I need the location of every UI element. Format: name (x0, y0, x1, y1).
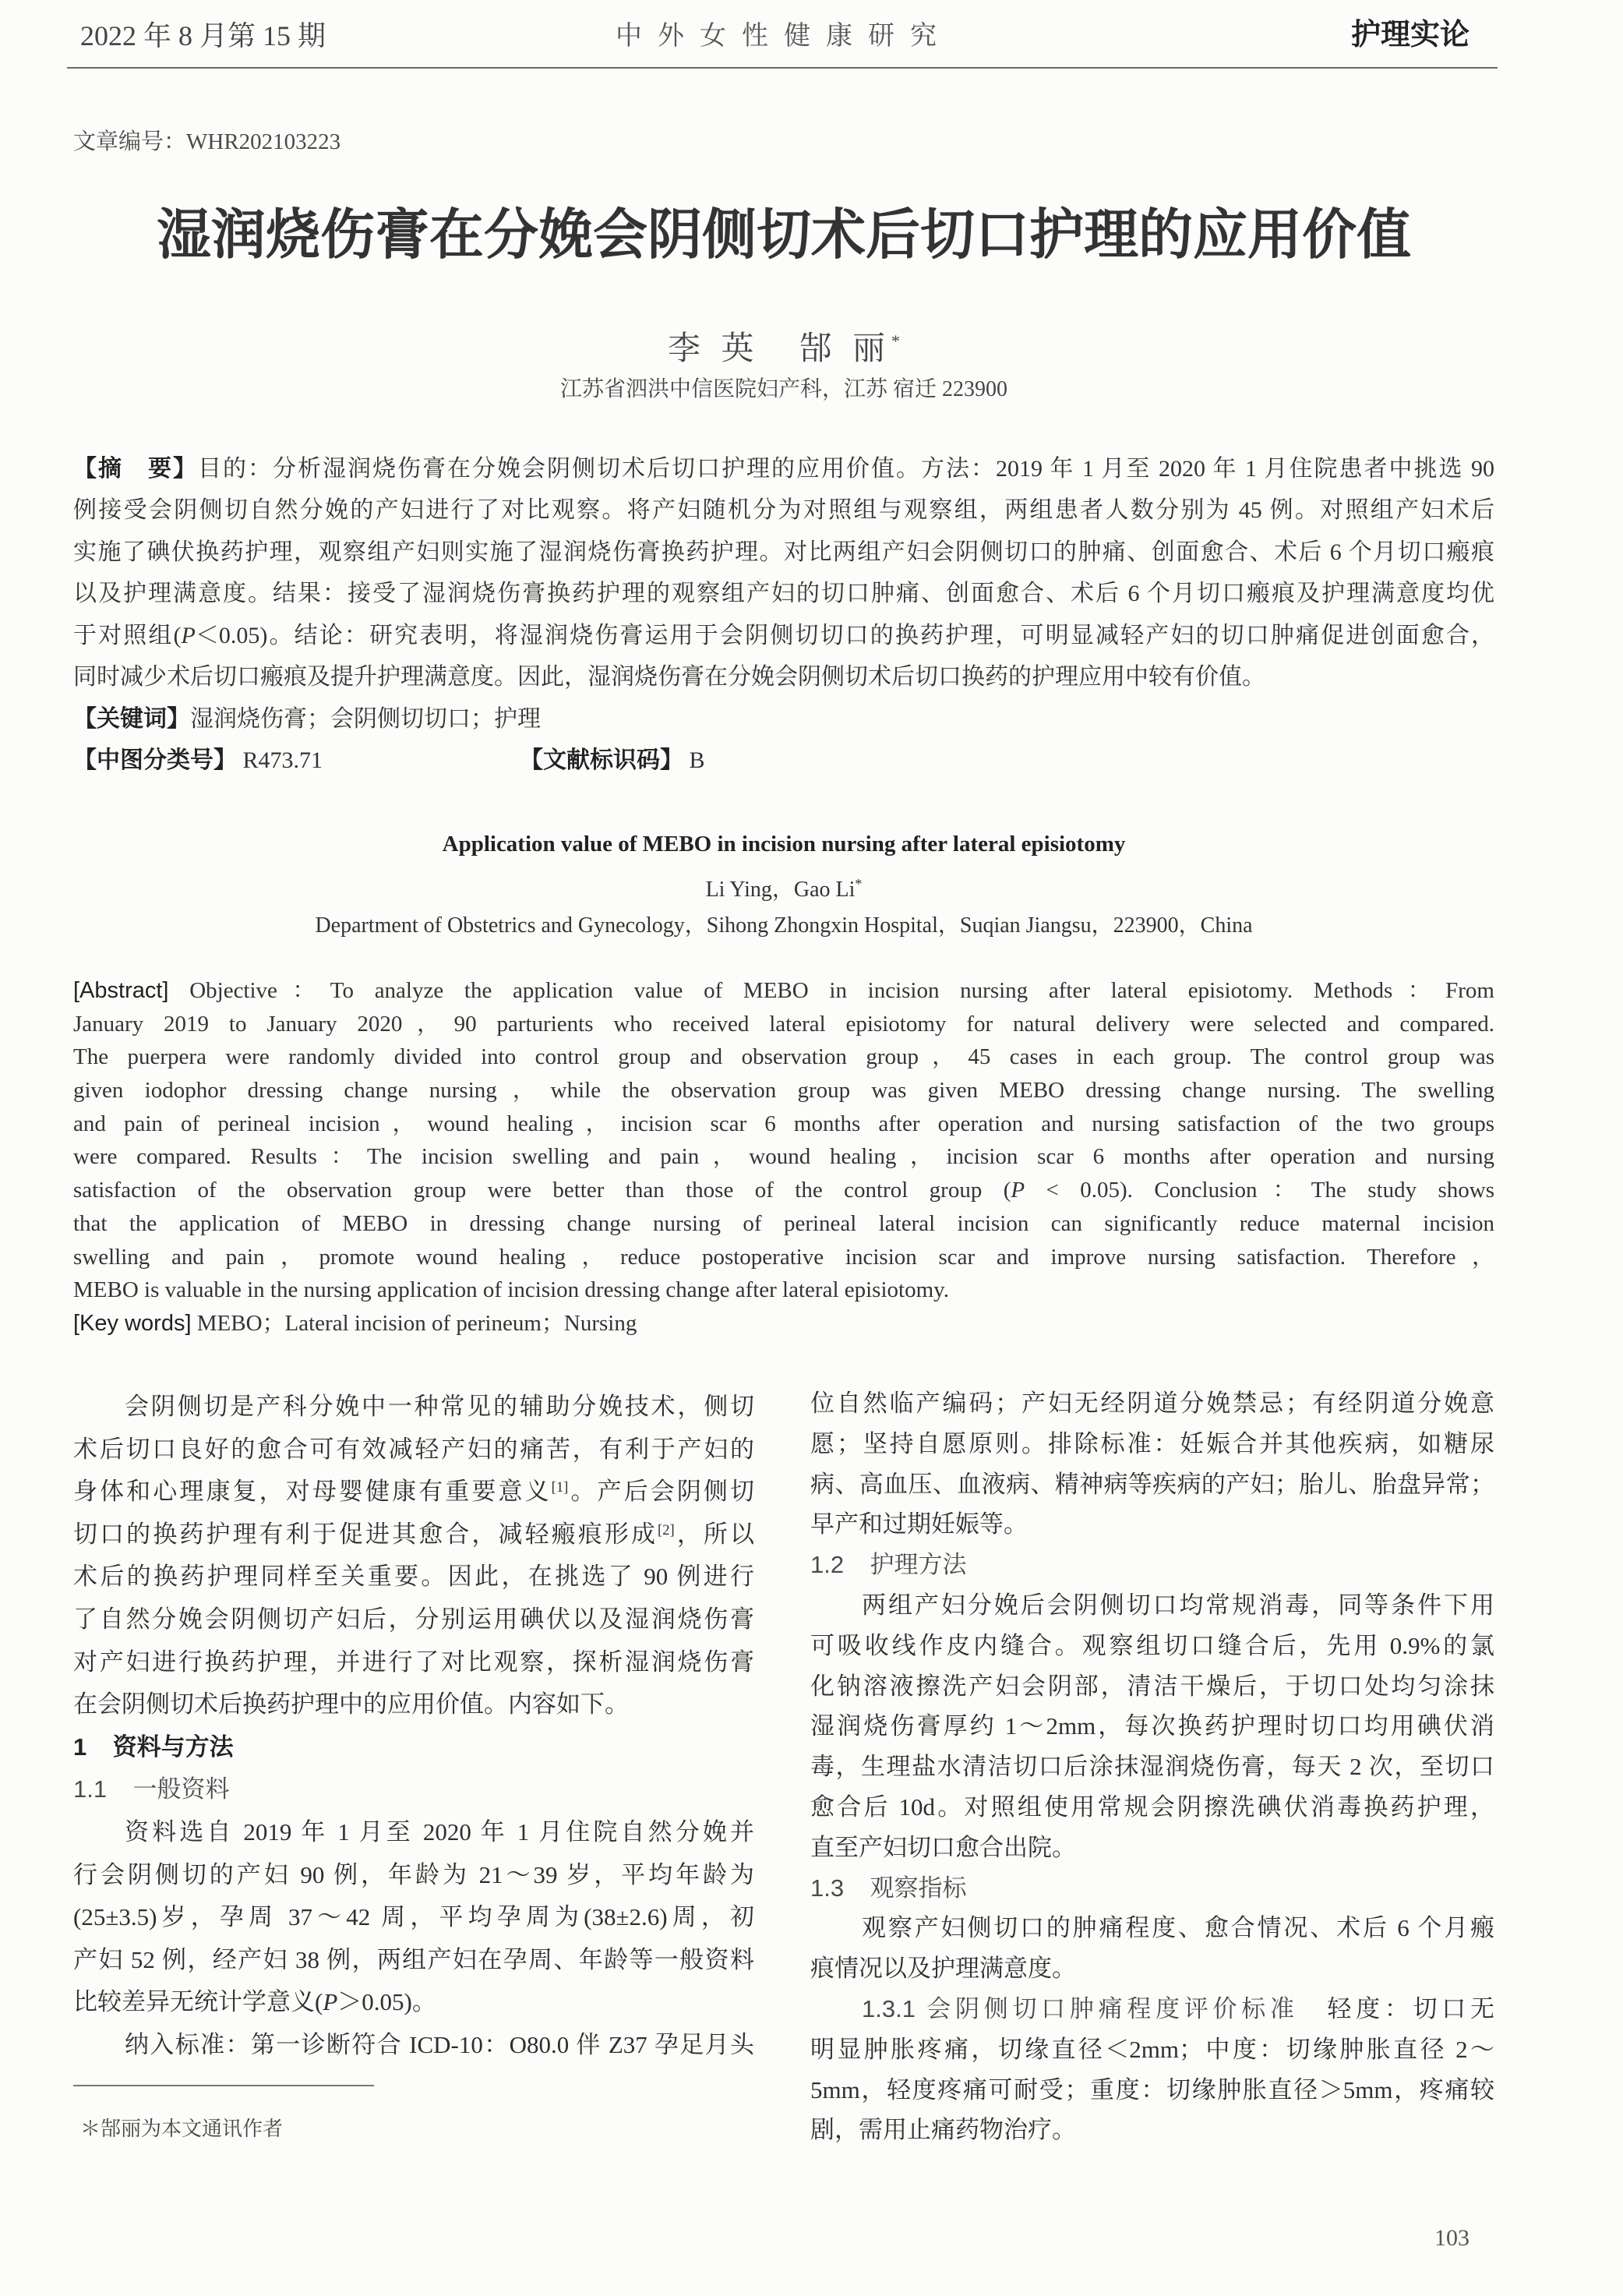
math-variable: P (181, 622, 196, 648)
text-run: 直至产妇切口愈合出院。 (810, 1833, 1076, 1861)
keywords-cn (73, 698, 1494, 740)
abstract-line (73, 573, 1494, 614)
citation-ref: [1] (551, 1478, 569, 1496)
abstract-line (73, 1040, 1494, 1074)
author-list (73, 321, 1494, 369)
body-right-column (810, 1383, 1494, 2150)
text-run: ，所以 (674, 1520, 755, 1548)
paragraph (810, 1383, 1494, 1545)
text-run: that the application of MEBO in dressing change nursing of perineal lateral incision can significantly reduce maternal incision (73, 1210, 1494, 1236)
abstract-line (73, 1140, 1494, 1174)
english-authors (73, 868, 1494, 906)
text-run: 湿润烧伤膏厚约 1～2mm，每次换药护理时切口均用碘伏消 (810, 1712, 1494, 1740)
text-run: given iodophor dressing change nursing，while the observation group was given MEBO dressing change nursing. The swelling (73, 1078, 1494, 1104)
section-label: [Key words] (73, 1311, 192, 1336)
abstract-line (73, 1107, 1494, 1141)
subsection-heading: 1.1 一般资料 (73, 1775, 230, 1803)
text-run: 剧，需用止痛药物治疗。 (810, 2116, 1076, 2144)
text-run: MEBO is valuable in the nursing application of incision dressing change after lateral episiotomy. (73, 1277, 950, 1303)
section-label: 【关键词】 (73, 706, 190, 732)
text-run: 纳入标准：第一诊断符合 ICD-10：O80.0 伴 Z37 孕足月头 (125, 2030, 754, 2058)
text-line (810, 1787, 1494, 1828)
clc-label: 【中图分类号】 (73, 747, 237, 773)
document-code-value: B (683, 747, 705, 773)
abstract-line (73, 1174, 1494, 1207)
text-run: 目的：分析湿润烧伤膏在分娩会阴侧切术后切口护理的应用价值。方法：2019 年 1 月至 2020 年 1 月住院患者中挑选 90 (198, 456, 1494, 482)
text-run: 愈合后 10d。对照组使用常规会阴擦洗碘伏消毒换药护理， (810, 1793, 1494, 1821)
english-title: Application value of MEBO in incision nursing after lateral episiotomy (442, 832, 1126, 857)
text-run: 轻度：切口无 (1298, 1994, 1495, 2022)
keywords-en (73, 1307, 1494, 1341)
text-run: and pain of perineal incision，wound healing，incision scar 6 months after operation and nursing satisfaction of the two groups (73, 1111, 1494, 1136)
subsection-heading: 1.3.1 会阴侧切口肿痛程度评价标准 (862, 1994, 1299, 2022)
column-name: 护理实论 (1350, 19, 1470, 51)
header-rule (67, 67, 1498, 69)
text-run: 观察产妇侧切口的肿痛程度、愈合情况、术后 6 个月瘢 (862, 1914, 1494, 1942)
abstract-line (73, 1273, 1494, 1307)
text-run: 。产后会阴侧切 (568, 1478, 755, 1506)
text-line (810, 1504, 1494, 1545)
corresponding-author-mark: * (891, 331, 900, 351)
section-label: [Abstract] (73, 978, 169, 1003)
text-line (810, 1706, 1494, 1747)
paragraph (810, 1585, 1494, 1868)
text-run: ＞0.05)。 (337, 1988, 436, 2016)
text-line (810, 1747, 1494, 1787)
keywords-line (73, 698, 1494, 740)
abstract-line (73, 448, 1494, 489)
abstract-line (73, 615, 1494, 656)
text-run: < 0.05). Conclusion：The study shows (1025, 1178, 1494, 1203)
paragraph (73, 1386, 754, 1726)
text-run: The puerpera were randomly divided into control group and observation group，45 cases in each group. The control group was (73, 1044, 1494, 1070)
text-line (73, 1939, 754, 1982)
text-line (810, 1626, 1494, 1666)
text-run: 早产和过期妊娠等。 (810, 1510, 1028, 1538)
abstract-line (73, 532, 1494, 573)
text-run: 愿；坚持自愿原则。排除标准：妊娠合并其他疾病，如糖尿 (810, 1429, 1494, 1457)
text-run: 比较差异无统计学意义( (73, 1988, 323, 2016)
text-run: 资料选自 2019 年 1 月至 2020 年 1 月住院自然分娩并 (125, 1817, 754, 1846)
text-run: 同时减少术后切口瘢痕及提升护理满意度。因此，湿润烧伤膏在分娩会阴侧切术后切口换药的护理应用中较有价值。 (73, 663, 1265, 690)
text-run: 于对照组( (73, 622, 182, 648)
section-heading: 1 资料与方法 (73, 1733, 234, 1761)
journal-name: 中外女性健康研究 (616, 22, 952, 51)
paper-title: 湿润烧伤膏在分娩会阴侧切术后切口护理的应用价值 (157, 204, 1411, 265)
clc-number (73, 740, 323, 781)
paragraph (810, 1908, 1494, 1989)
text-run: 化钠溶液擦洗产妇会阴部，清洁干燥后，于切口处均匀涂抹 (810, 1672, 1494, 1700)
text-line (73, 1471, 754, 1514)
math-variable: P (1011, 1178, 1025, 1203)
text-line (73, 1514, 754, 1556)
text-line (810, 1424, 1494, 1464)
text-run: swelling and pain，promote wound healing，reduce postoperative incision scar and improve nursing satisfaction. Therefore， (73, 1244, 1494, 1270)
text-run: 两组产妇分娩后会阴侧切口均常规消毒，同等条件下用 (862, 1591, 1494, 1619)
document-code-label: 【文献标识码】 (520, 747, 683, 773)
text-run: 术后切口良好的愈合可有效减轻产妇的痛苦，有利于产妇的 (73, 1435, 754, 1463)
text-line (810, 1828, 1494, 1868)
text-run: 位自然临产编码；产妇无经阴道分娩禁忌；有经阴道分娩意 (810, 1390, 1494, 1417)
english-author-names: Li Ying，Gao Li (705, 878, 856, 902)
text-run: 湿润烧伤膏；会阴侧切切口；护理 (190, 706, 541, 732)
footnote: ＊郜丽为本文通讯作者 (80, 2118, 284, 2140)
footnote-rule (73, 2085, 374, 2086)
abstract-line (73, 974, 1494, 1008)
text-run: 会阴侧切是产科分娩中一种常见的辅助分娩技术，侧切 (125, 1393, 754, 1420)
text-run: 病、高血压、血液病、精神病等疾病的产妇；胎儿、胎盘异常； (810, 1470, 1494, 1498)
text-run: 明显肿胀疼痛，切缘直径＜2mm；中度：切缘肿胀直径 2～ (810, 2035, 1494, 2063)
author-names: 李 英 郜 丽 (667, 331, 891, 367)
abstract-line (73, 1008, 1494, 1041)
citation-ref: [2] (658, 1521, 675, 1538)
text-run: 切口的换药护理有利于促进其愈合，减轻瘢痕形成 (73, 1520, 658, 1548)
page-number: 103 (1434, 2225, 1470, 2251)
abstract-line (73, 1074, 1494, 1107)
text-run: 5mm，轻度疼痛可耐受；重度：切缘肿胀直径＞5mm，疼痛较 (810, 2075, 1494, 2103)
text-line (73, 1683, 754, 1726)
issue-info: 2022 年 8 月第 15 期 (80, 20, 326, 51)
text-line (73, 1811, 754, 1854)
text-run: 对产妇进行换药护理，并进行了对比观察，探析湿润烧伤膏 (73, 1648, 754, 1676)
text-line (810, 1585, 1494, 1626)
paragraph (73, 2024, 754, 2067)
text-run: 在会阴侧切术后换药护理中的应用价值。内容如下。 (73, 1690, 629, 1718)
text-run: ＜0.05)。结论：研究表明，将湿润烧伤膏运用于会阴侧切切口的换药护理，可明显减轻产妇的切口肿痛促进创面愈合， (195, 622, 1494, 648)
text-line (73, 1598, 754, 1641)
subsection-heading: 1.2 护理方法 (810, 1551, 967, 1579)
text-line (73, 1854, 754, 1897)
text-line (73, 1386, 754, 1429)
abstract-line (73, 656, 1494, 698)
text-run: 产妇 52 例，经产妇 38 例，两组产妇在孕周、年龄等一般资料 (73, 1945, 754, 1973)
text-line (810, 1464, 1494, 1505)
text-run: 可吸收线作皮内缝合。观察组切口缝合后，先用 0.9%的氯 (810, 1631, 1494, 1659)
text-line (810, 2070, 1494, 2111)
math-variable: P (323, 1988, 338, 2016)
text-line (810, 1908, 1494, 1948)
text-run: 了自然分娩会阴侧切产妇后，分别运用碘伏以及湿润烧伤膏 (73, 1605, 754, 1633)
text-run: MEBO；Lateral incision of perineum；Nursing (191, 1311, 637, 1336)
section-label: 【摘 要】 (73, 456, 198, 482)
english-affiliation: Department of Obstetrics and Gynecology，Sihong Zhongxin Hospital，Suqian Jiangsu，223900，China (315, 913, 1253, 938)
abstract-line (73, 1207, 1494, 1241)
text-run: satisfaction of the observation group were better than those of the control group ( (73, 1178, 1011, 1203)
abstract-line (73, 1241, 1494, 1274)
keywords-line (73, 1307, 1494, 1341)
text-line (73, 1641, 754, 1684)
text-line (73, 2024, 754, 2067)
abstract-en-body (73, 974, 1494, 1307)
text-line (810, 1948, 1494, 1989)
text-run: Objective：To analyze the application value of MEBO in incision nursing after lateral episiotomy. Methods：From (168, 978, 1494, 1003)
document-code (520, 740, 705, 781)
text-line (810, 1989, 1494, 2029)
paragraph (810, 1989, 1494, 2150)
affiliation: 江苏省泗洪中信医院妇产科，江苏 宿迁 223900 (559, 377, 1007, 401)
text-run: 身体和心理康复，对母婴健康有重要意义 (73, 1478, 552, 1506)
text-line (73, 1896, 754, 1939)
subsection-heading: 1.3 观察指标 (810, 1874, 967, 1902)
english-corresponding-mark: * (855, 876, 863, 892)
abstract-line (73, 489, 1494, 531)
text-line (810, 2029, 1494, 2070)
text-line (73, 1981, 754, 2024)
text-run: were compared. Results：The incision swelling and pain，wound healing，incision scar 6 months after operation and nursing (73, 1144, 1494, 1170)
abstract-cn-body (73, 448, 1494, 698)
text-run: 痕情况以及护理满意度。 (810, 1955, 1076, 1983)
text-line (73, 1429, 754, 1471)
text-run: January 2019 to January 2020，90 parturients who received lateral episiotomy for natural delivery were selected and compared. (73, 1011, 1494, 1037)
text-run: 例接受会阴侧切自然分娩的产妇进行了对比观察。将产妇随机分为对照组与观察组，两组患者人数分别为 45 例。对照组产妇术后 (73, 497, 1494, 524)
text-run: (25±3.5)岁，孕周 37～42 周，平均孕周为(38±2.6)周，初 (73, 1903, 754, 1931)
text-run: 实施了碘伏换药护理，观察组产妇则实施了湿润烧伤膏换药护理。对比两组产妇会阴侧切口的肿痛、创面愈合、术后 6 个月切口瘢痕 (73, 539, 1494, 565)
text-line (810, 2110, 1494, 2150)
text-line (810, 1383, 1494, 1424)
text-run: 以及护理满意度。结果：接受了湿润烧伤膏换药护理的观察组产妇的切口肿痛、创面愈合、术后 6 个月切口瘢痕及护理满意度均优 (73, 581, 1494, 607)
clc-value: R473.71 (237, 747, 323, 773)
text-run: 行会阴侧切的产妇 90 例，年龄为 21～39 岁，平均年龄为 (73, 1860, 754, 1888)
text-run: 毒，生理盐水清洁切口后涂抹湿润烧伤膏，每天 2 次，至切口 (810, 1753, 1494, 1781)
article-number: 文章编号：WHR202103223 (73, 129, 341, 154)
paragraph (73, 1811, 754, 2024)
text-line (810, 1666, 1494, 1707)
body-left-column (73, 1386, 754, 2067)
text-run: 术后的换药护理同样至关重要。因此，在挑选了 90 例进行 (73, 1563, 754, 1591)
text-line (73, 1556, 754, 1598)
